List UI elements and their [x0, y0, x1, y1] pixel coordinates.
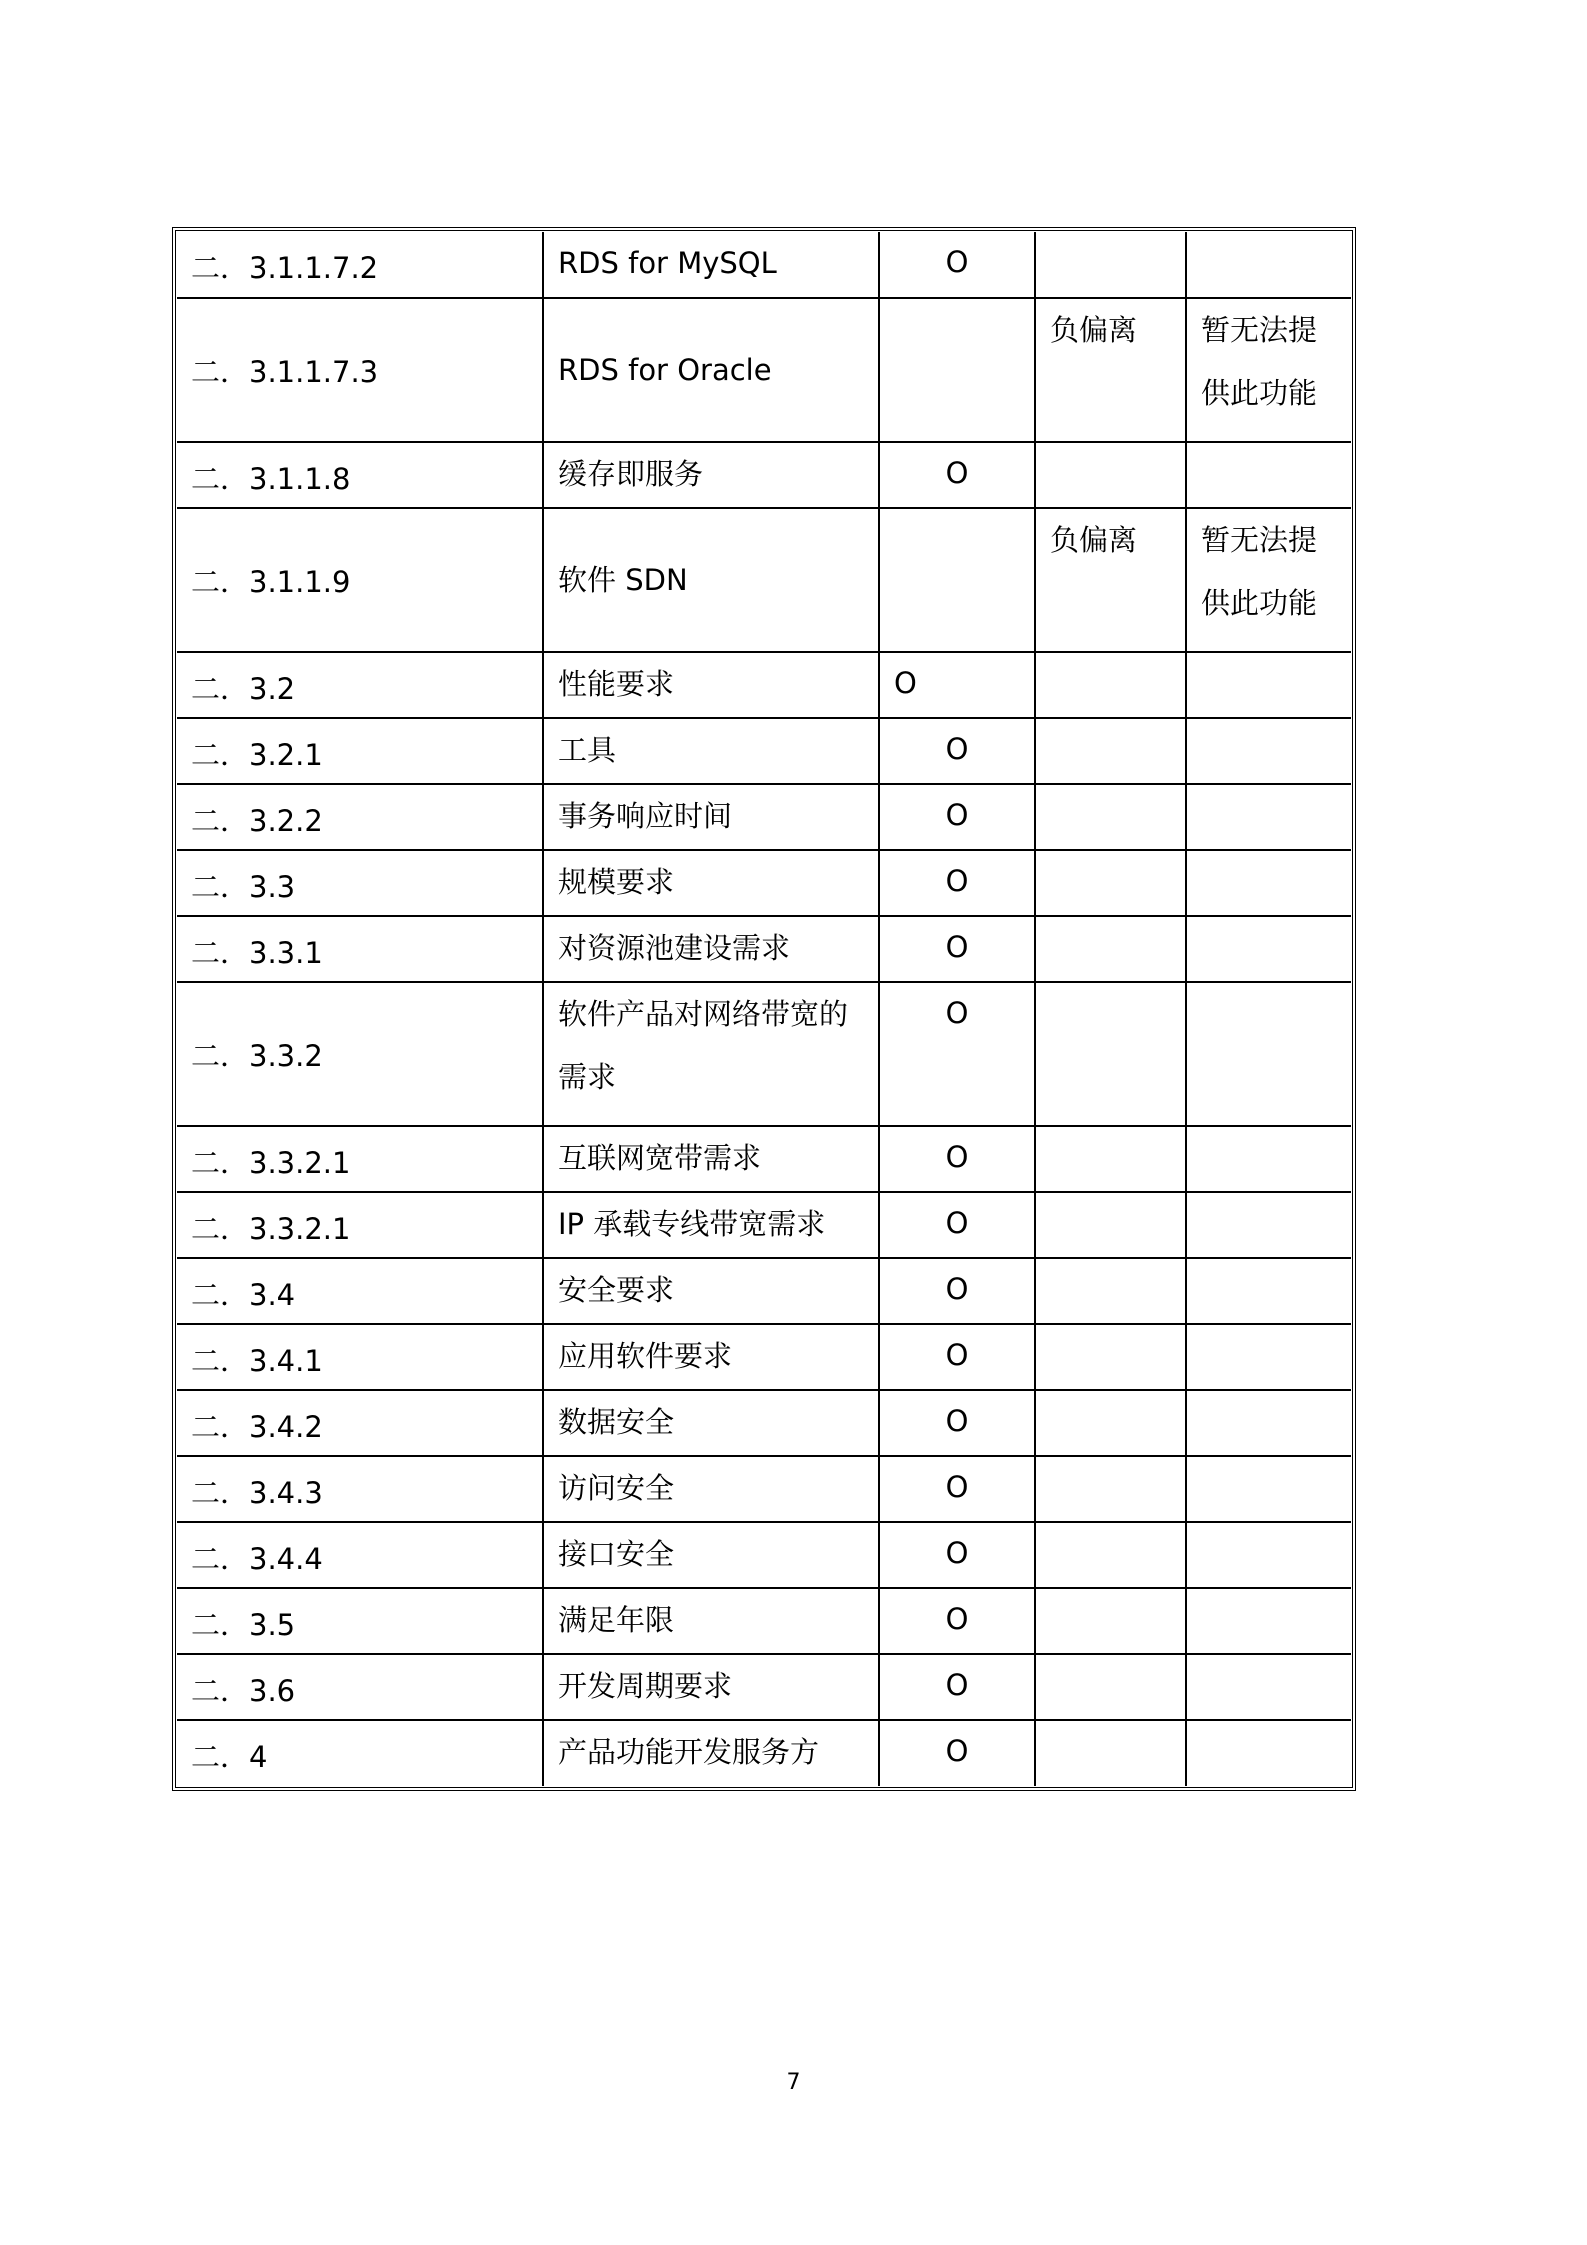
- response-mark-cell: [879, 508, 1035, 652]
- item-name-cell: 满足年限: [543, 1588, 879, 1654]
- note-cell: [1186, 232, 1351, 298]
- table-row: [177, 1126, 1351, 1192]
- table-row: [177, 850, 1351, 916]
- section-number-cell: 二．3.1.1.8: [177, 442, 543, 508]
- section-number-cell: 二．3.2.1: [177, 718, 543, 784]
- table-row: [177, 1390, 1351, 1456]
- item-name-cell: 数据安全: [543, 1390, 879, 1456]
- note-cell: [1186, 1588, 1351, 1654]
- deviation-cell: [1035, 652, 1186, 718]
- section-number-cell: 二．3.4: [177, 1258, 543, 1324]
- section-number-cell: 二．3.3.1: [177, 916, 543, 982]
- response-mark-cell: O: [879, 982, 1035, 1126]
- response-mark-cell: O: [879, 442, 1035, 508]
- table-row: [177, 1522, 1351, 1588]
- note-cell: [1186, 1324, 1351, 1390]
- response-mark-cell: O: [879, 232, 1035, 298]
- deviation-cell: [1035, 1126, 1186, 1192]
- table-row: [177, 1192, 1351, 1258]
- response-mark-cell: O: [879, 1258, 1035, 1324]
- table-row: [177, 784, 1351, 850]
- table-row: [177, 718, 1351, 784]
- section-number-cell: 二．4: [177, 1720, 543, 1786]
- response-mark-cell: O: [879, 1522, 1035, 1588]
- section-number-cell: 二．3.5: [177, 1588, 543, 1654]
- deviation-cell: [1035, 1588, 1186, 1654]
- table-row: [177, 916, 1351, 982]
- item-name-cell: 产品功能开发服务方: [543, 1720, 879, 1786]
- response-mark-cell: O: [879, 1390, 1035, 1456]
- response-mark-cell: [879, 298, 1035, 442]
- note-cell: [1186, 1522, 1351, 1588]
- deviation-cell: [1035, 784, 1186, 850]
- response-mark-cell: O: [879, 1456, 1035, 1522]
- section-number-cell: 二．3.1.1.9: [177, 508, 543, 652]
- section-number-cell: 二．3.3.2: [177, 982, 543, 1126]
- table-row: [177, 1654, 1351, 1720]
- response-mark-cell: O: [879, 850, 1035, 916]
- deviation-cell: [1035, 1456, 1186, 1522]
- table-row: [177, 982, 1351, 1126]
- response-mark-cell: O: [879, 1126, 1035, 1192]
- deviation-cell: [1035, 1390, 1186, 1456]
- item-name-cell: 性能要求: [543, 652, 879, 718]
- note-cell: [1186, 1126, 1351, 1192]
- item-name-cell: 事务响应时间: [543, 784, 879, 850]
- table-row: [177, 652, 1351, 718]
- item-name-cell: 接口安全: [543, 1522, 879, 1588]
- section-number-cell: 二．3.4.3: [177, 1456, 543, 1522]
- note-cell: 暂无法提供此功能: [1186, 298, 1351, 442]
- response-mark-cell: O: [879, 1192, 1035, 1258]
- table-row: [177, 442, 1351, 508]
- deviation-cell: [1035, 442, 1186, 508]
- response-mark-cell: O: [879, 1654, 1035, 1720]
- item-name-cell: 开发周期要求: [543, 1654, 879, 1720]
- deviation-cell: [1035, 850, 1186, 916]
- note-cell: [1186, 982, 1351, 1126]
- response-mark-cell: O: [879, 784, 1035, 850]
- table-row: [177, 508, 1351, 652]
- note-cell: [1186, 850, 1351, 916]
- response-mark-cell: O: [879, 652, 1035, 718]
- section-number-cell: 二．3.4.2: [177, 1390, 543, 1456]
- deviation-cell: [1035, 718, 1186, 784]
- item-name-cell: 应用软件要求: [543, 1324, 879, 1390]
- deviation-cell: [1035, 1654, 1186, 1720]
- response-mark-cell: O: [879, 1720, 1035, 1786]
- item-name-cell: 访问安全: [543, 1456, 879, 1522]
- item-name-cell: IP 承载专线带宽需求: [543, 1192, 879, 1258]
- section-number-cell: 二．3.1.1.7.2: [177, 232, 543, 298]
- item-name-cell: 软件产品对网络带宽的需求: [543, 982, 879, 1126]
- table-row: [177, 1324, 1351, 1390]
- deviation-cell: [1035, 982, 1186, 1126]
- item-name-cell: 安全要求: [543, 1258, 879, 1324]
- note-cell: [1186, 718, 1351, 784]
- section-number-cell: 二．3.3.2.1: [177, 1192, 543, 1258]
- section-number-cell: 二．3.6: [177, 1654, 543, 1720]
- table-row: [177, 1588, 1351, 1654]
- note-cell: [1186, 1720, 1351, 1786]
- deviation-cell: [1035, 1720, 1186, 1786]
- table-row: [177, 1720, 1351, 1786]
- item-name-cell: 互联网宽带需求: [543, 1126, 879, 1192]
- note-cell: [1186, 916, 1351, 982]
- note-cell: [1186, 442, 1351, 508]
- section-number-cell: 二．3.4.1: [177, 1324, 543, 1390]
- item-name-cell: 工具: [543, 718, 879, 784]
- deviation-cell: [1035, 1522, 1186, 1588]
- response-mark-cell: O: [879, 1324, 1035, 1390]
- deviation-cell: [1035, 1324, 1186, 1390]
- note-cell: [1186, 1390, 1351, 1456]
- note-cell: [1186, 1192, 1351, 1258]
- note-cell: [1186, 1456, 1351, 1522]
- note-cell: [1186, 652, 1351, 718]
- item-name-cell: RDS for MySQL: [543, 232, 879, 298]
- item-name-cell: 对资源池建设需求: [543, 916, 879, 982]
- note-cell: [1186, 1258, 1351, 1324]
- item-name-cell: 软件 SDN: [543, 508, 879, 652]
- compliance-table: [177, 232, 1351, 1786]
- deviation-cell: [1035, 1258, 1186, 1324]
- note-cell: 暂无法提供此功能: [1186, 508, 1351, 652]
- section-number-cell: 二．3.2.2: [177, 784, 543, 850]
- table-row: [177, 232, 1351, 298]
- section-number-cell: 二．3.1.1.7.3: [177, 298, 543, 442]
- deviation-cell: 负偏离: [1035, 298, 1186, 442]
- item-name-cell: RDS for Oracle: [543, 298, 879, 442]
- section-number-cell: 二．3.3.2.1: [177, 1126, 543, 1192]
- item-name-cell: 规模要求: [543, 850, 879, 916]
- item-name-cell: 缓存即服务: [543, 442, 879, 508]
- compliance-table-frame: [172, 227, 1356, 1791]
- note-cell: [1186, 784, 1351, 850]
- deviation-cell: [1035, 1192, 1186, 1258]
- note-cell: [1186, 1654, 1351, 1720]
- deviation-cell: 负偏离: [1035, 508, 1186, 652]
- section-number-cell: 二．3.4.4: [177, 1522, 543, 1588]
- section-number-cell: 二．3.3: [177, 850, 543, 916]
- deviation-cell: [1035, 916, 1186, 982]
- table-row: [177, 1456, 1351, 1522]
- page-number: 7: [786, 2070, 801, 2095]
- response-mark-cell: O: [879, 916, 1035, 982]
- section-number-cell: 二．3.2: [177, 652, 543, 718]
- table-row: [177, 1258, 1351, 1324]
- response-mark-cell: O: [879, 718, 1035, 784]
- response-mark-cell: O: [879, 1588, 1035, 1654]
- table-row: [177, 298, 1351, 442]
- deviation-cell: [1035, 232, 1186, 298]
